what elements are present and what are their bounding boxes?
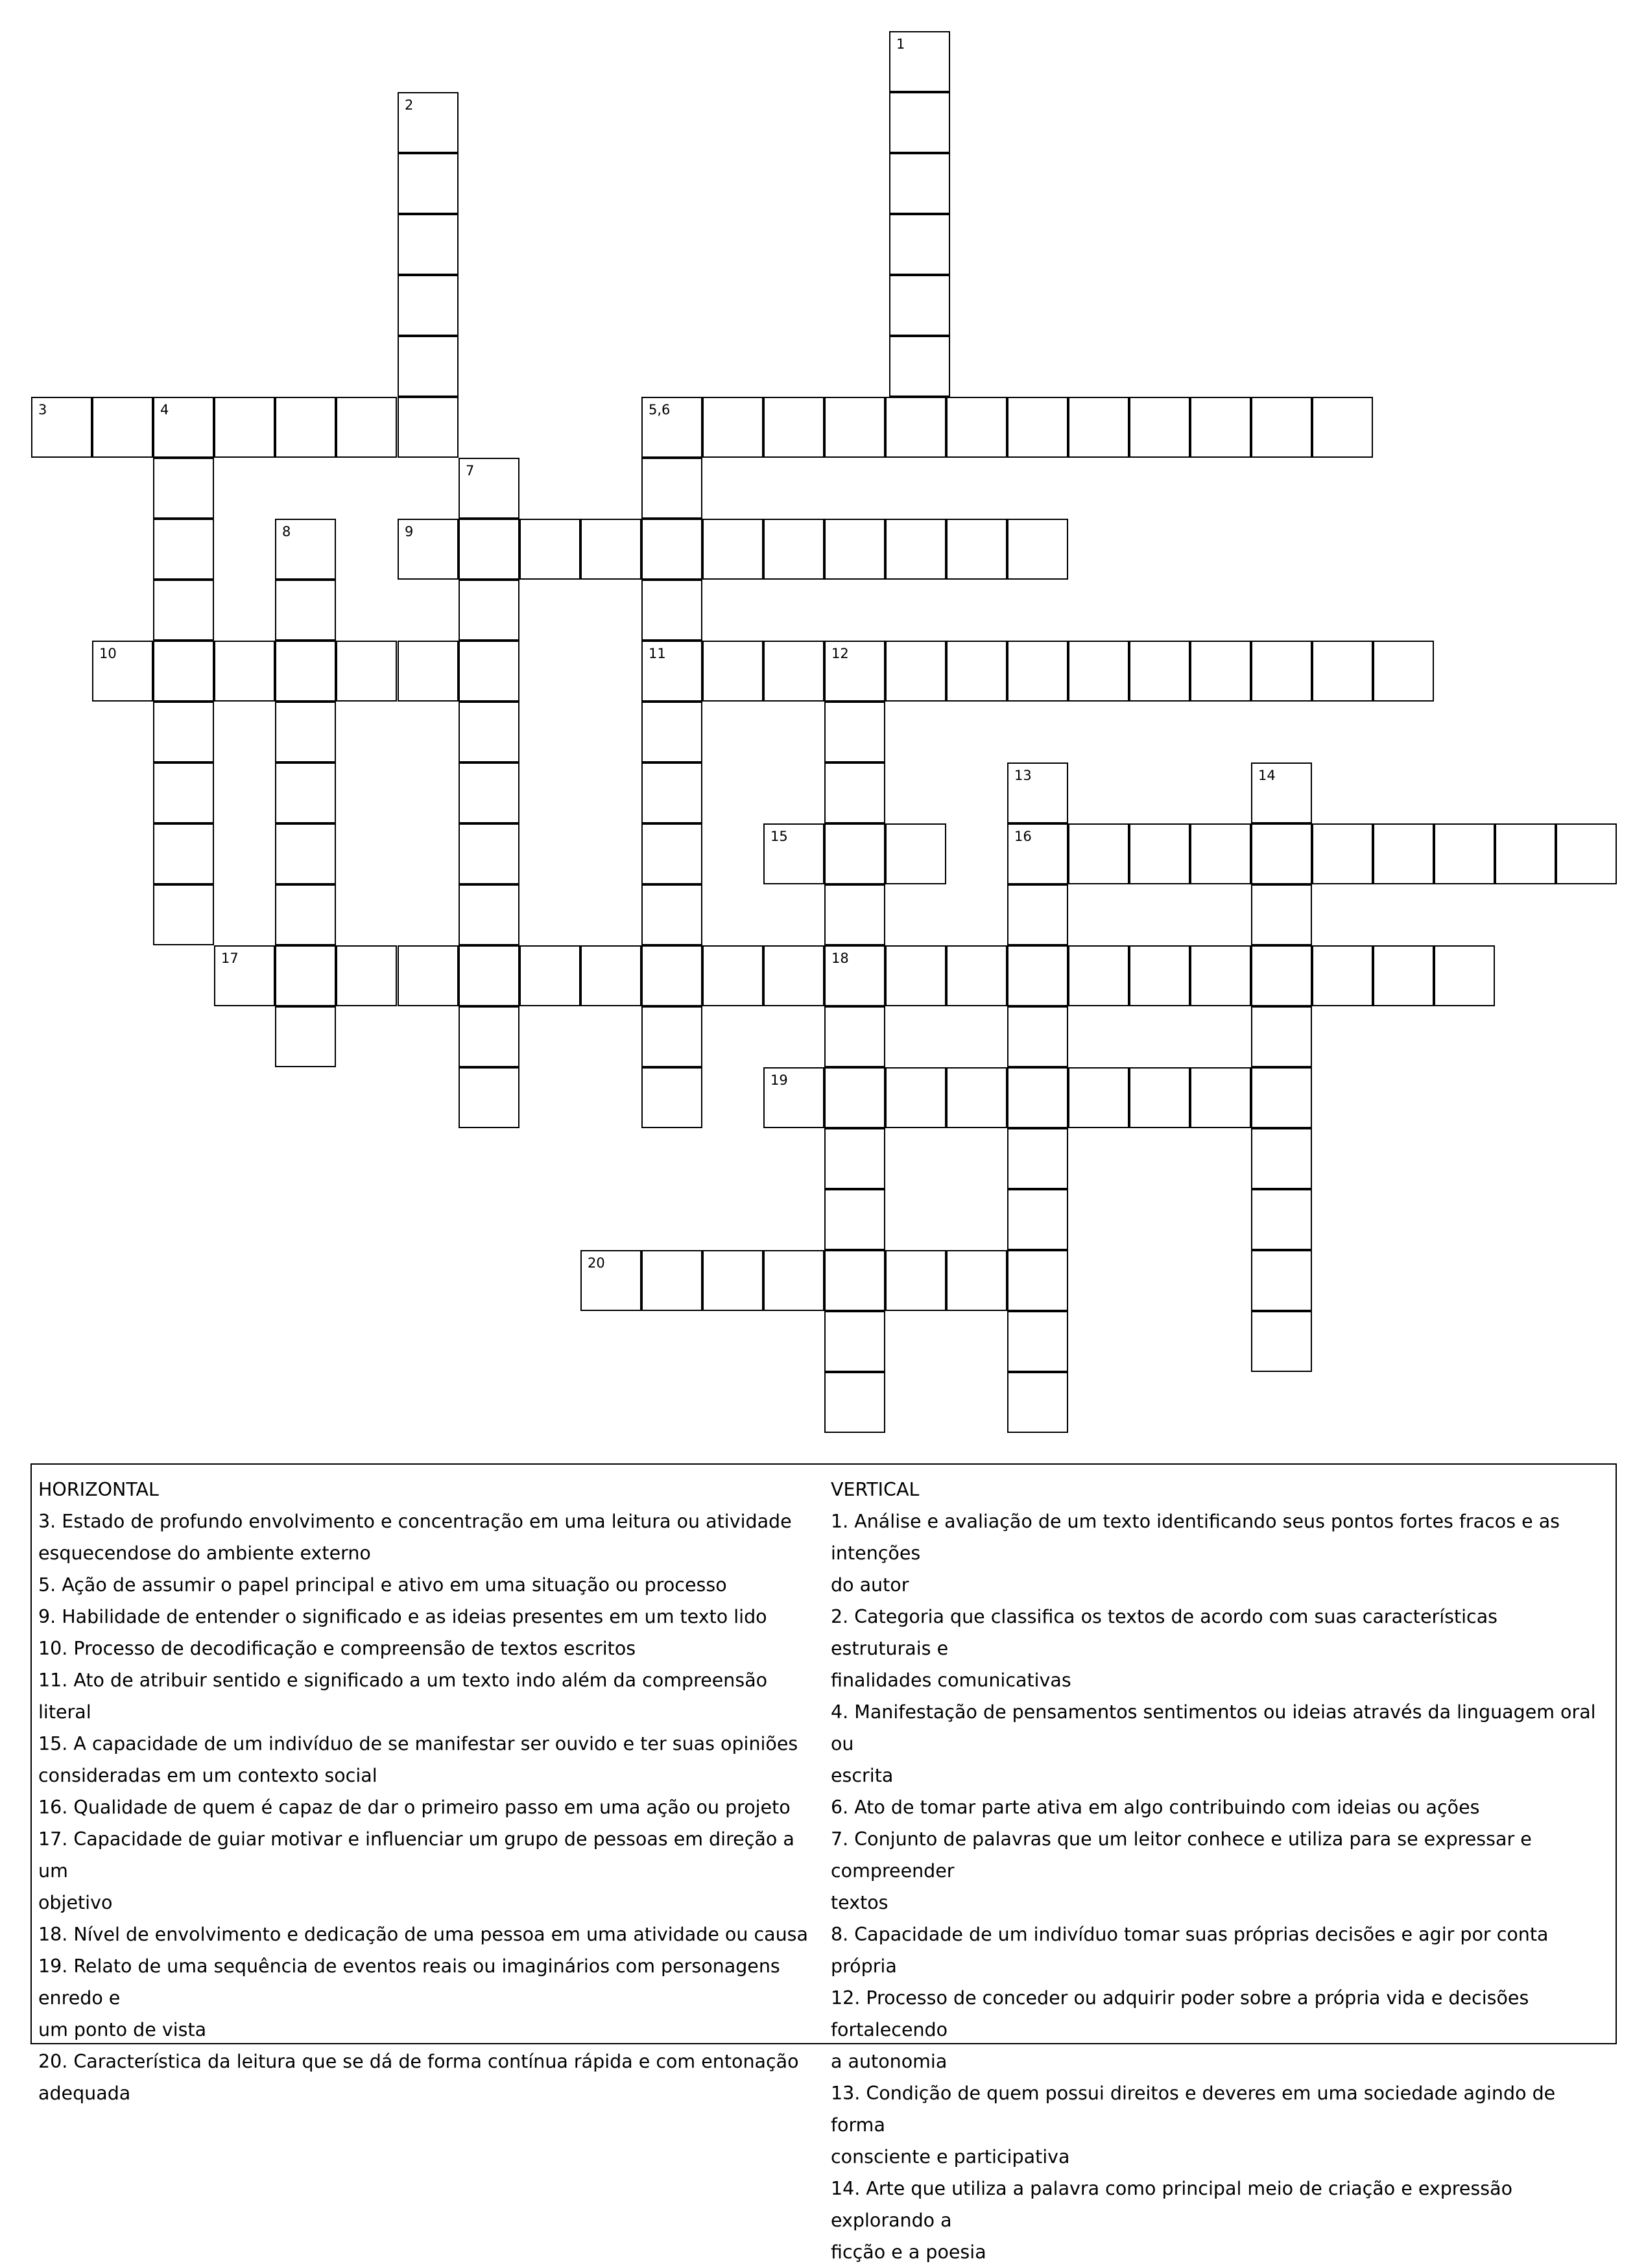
crossword-cell[interactable] [336,641,397,702]
crossword-cell[interactable] [763,945,824,1006]
clue-number: 19 [770,1072,788,1088]
crossword-cell[interactable] [459,519,519,580]
crossword-cell[interactable] [885,641,946,702]
crossword-cell[interactable] [519,519,580,580]
clue-number: 7 [466,463,475,478]
crossword-cell[interactable] [336,945,397,1006]
crossword-cell[interactable] [824,762,885,823]
clue-line: 12. Processo de conceder ou adquirir poder sobre a própria vida e decisões fortalecendo [831,1987,1529,2040]
crossword-cell[interactable] [153,762,214,823]
crossword-cell[interactable] [641,702,702,762]
crossword-cell[interactable] [1251,1189,1312,1250]
clues-box [30,1463,1617,2263]
crossword-cell[interactable] [1007,1311,1068,1372]
clue-line: 15. A capacidade de um indivíduo de se manifestar ser ouvido e ter suas opiniões [38,1733,798,1754]
crossword-cell[interactable] [1434,823,1495,884]
clue-number: 20 [588,1255,605,1271]
crossword-cell[interactable] [885,1067,946,1128]
clue-line: 14. Arte que utiliza a palavra como principal meio de criação e expressão explorando a [831,2178,1513,2231]
clue-number: 12 [831,646,849,661]
crossword-cell[interactable] [275,641,336,702]
crossword-cell[interactable] [1007,1006,1068,1067]
clue-line: 8. Capacidade de um indivíduo tomar suas próprias decisões e agir por conta própria [831,1924,1549,1977]
crossword-cell[interactable] [459,945,519,1006]
clue-line: textos [831,1892,889,1913]
crossword-cell[interactable] [1434,945,1495,1006]
clue-number: 10 [99,646,117,661]
crossword-cell[interactable] [1068,397,1129,458]
crossword-cell[interactable] [153,702,214,762]
crossword-cell[interactable] [641,580,702,641]
crossword-cell[interactable] [1129,397,1190,458]
crossword-cell[interactable] [459,823,519,884]
crossword-cell[interactable] [1312,397,1373,458]
crossword-cell[interactable] [763,519,824,580]
crossword-cell[interactable] [1251,1067,1312,1128]
vertical-clues-column [831,1474,1603,2268]
clue-line: 18. Nível de envolvimento e dedicação de uma pessoa em uma atividade ou causa [38,1924,808,1945]
crossword-cell[interactable] [153,884,214,945]
crossword-cell[interactable] [1251,1006,1312,1067]
crossword-cell[interactable] [824,519,885,580]
clue-line: 2. Categoria que classifica os textos de acordo com suas características estruturais e [831,1606,1498,1659]
crossword-cell[interactable] [885,397,946,458]
crossword-cell[interactable] [275,762,336,823]
crossword-cell[interactable] [641,458,702,519]
crossword-cell[interactable] [763,1250,824,1311]
crossword-cell[interactable] [824,1189,885,1250]
clue-line: 20. Característica da leitura que se dá de forma contínua rápida e com entonação [38,2051,799,2072]
crossword-cell[interactable] [398,397,459,458]
crossword-cell[interactable] [885,519,946,580]
crossword-cell[interactable] [398,336,459,397]
clue-line: finalidades comunicativas [831,1670,1071,1691]
crossword-cell[interactable] [398,945,459,1006]
clue-line: 4. Manifestação de pensamentos sentimentos ou ideias através da linguagem oral ou [831,1701,1596,1754]
crossword-cell[interactable] [889,275,950,336]
crossword-cell[interactable] [275,580,336,641]
crossword-cell[interactable] [824,1372,885,1433]
crossword-cell[interactable] [1190,1067,1251,1128]
crossword-cell[interactable] [1312,641,1373,702]
crossword-cell[interactable] [1312,945,1373,1006]
clue-line: 10. Processo de decodificação e compreensão de textos escritos [38,1638,636,1659]
crossword-cell[interactable] [1190,397,1251,458]
crossword-cell[interactable] [275,945,336,1006]
crossword-cell[interactable] [641,945,702,1006]
clue-number: 9 [405,524,414,539]
clue-line: 13. Condição de quem possui direitos e deveres em uma sociedade agindo de forma [831,2083,1556,2136]
crossword-cell[interactable] [1007,1128,1068,1189]
clue-number: 3 [38,402,47,418]
crossword-cell[interactable] [214,397,275,458]
crossword-cell[interactable] [885,1250,946,1311]
clue-line: um ponto de vista [38,2019,207,2040]
crossword-cell[interactable] [1251,1311,1312,1372]
clue-number: 18 [831,951,849,966]
crossword-cell[interactable] [275,397,336,458]
crossword-cell[interactable] [275,702,336,762]
horizontal-heading: HORIZONTAL [38,1479,159,1500]
crossword-cell[interactable] [1373,823,1434,884]
clue-line: 9. Habilidade de entender o significado e as ideias presentes em um texto lido [38,1606,767,1627]
crossword-cell[interactable] [702,519,763,580]
crossword-cell[interactable] [1251,945,1312,1006]
clue-line: esquecendose do ambiente externo [38,1542,371,1564]
crossword-cell[interactable] [889,92,950,153]
clue-line: ficção e a poesia [831,2241,986,2263]
crossword-cell[interactable] [824,1067,885,1128]
crossword-cell[interactable] [641,1250,702,1311]
clue-line: adequada [38,2083,131,2104]
crossword-cell[interactable] [641,519,702,580]
crossword-cell[interactable] [1007,1250,1068,1311]
crossword-cell[interactable] [1251,641,1312,702]
crossword-cell[interactable] [1068,1067,1129,1128]
crossword-cell[interactable] [641,1006,702,1067]
crossword-cell[interactable] [641,823,702,884]
clue-line: consideradas em um contexto social [38,1765,377,1786]
clue-number: 16 [1014,829,1032,844]
crossword-cell[interactable] [702,641,763,702]
clue-number: 1 [896,36,905,52]
crossword-cell[interactable] [946,397,1007,458]
crossword-cell[interactable] [1007,945,1068,1006]
crossword-cell[interactable] [153,519,214,580]
crossword-cell[interactable] [1068,823,1129,884]
crossword-cell[interactable] [889,336,950,397]
crossword-cell[interactable] [641,1067,702,1128]
crossword-cell[interactable] [1312,823,1373,884]
crossword-cell[interactable] [763,397,824,458]
crossword-cell[interactable] [1495,823,1556,884]
horizontal-clue-list [38,1506,817,2109]
clue-number: 2 [405,97,414,113]
clue-line: 6. Ato de tomar parte ativa em algo contribuindo com ideias ou ações [831,1797,1480,1818]
crossword-cell[interactable] [459,1006,519,1067]
crossword-cell[interactable] [946,641,1007,702]
crossword-cell[interactable] [153,641,214,702]
crossword-cell[interactable] [1556,823,1617,884]
crossword-cell[interactable] [459,580,519,641]
crossword-cell[interactable] [763,641,824,702]
crossword-cell[interactable] [459,702,519,762]
crossword-cell[interactable] [92,397,153,458]
crossword-cell[interactable] [824,397,885,458]
crossword-cell[interactable] [275,823,336,884]
crossword-cell[interactable] [214,641,275,702]
crossword-cell[interactable] [1251,1128,1312,1189]
crossword-cell[interactable] [824,702,885,762]
crossword-cell[interactable] [1007,884,1068,945]
crossword-cell[interactable] [702,945,763,1006]
clue-number: 17 [221,951,239,966]
crossword-cell[interactable] [889,214,950,275]
crossword-cell[interactable] [398,641,459,702]
crossword-cell[interactable] [1007,1067,1068,1128]
crossword-cell[interactable] [459,884,519,945]
crossword-cell[interactable] [1251,1250,1312,1311]
crossword-cell[interactable] [1007,641,1068,702]
crossword-cell[interactable] [702,397,763,458]
clue-line: 17. Capacidade de guiar motivar e influenciar um grupo de pessoas em direção a um [38,1828,794,1882]
crossword-cell[interactable] [946,1067,1007,1128]
crossword-cell[interactable] [1007,397,1068,458]
crossword-cell[interactable] [1129,823,1190,884]
crossword-cell[interactable] [1068,641,1129,702]
crossword-cell[interactable] [1251,823,1312,884]
crossword-cell[interactable] [1068,945,1129,1006]
crossword-cell[interactable] [1190,641,1251,702]
clue-number: 5,6 [649,402,671,418]
crossword-cell[interactable] [824,1006,885,1067]
clue-line: objetivo [38,1892,113,1913]
clue-number: 13 [1014,768,1032,783]
crossword-cell[interactable] [398,214,459,275]
crossword-cell[interactable] [885,823,946,884]
crossword-cell[interactable] [824,1311,885,1372]
crossword-cell[interactable] [946,1250,1007,1311]
crossword-cell[interactable] [275,884,336,945]
crossword-cell[interactable] [702,1250,763,1311]
clue-line: 1. Análise e avaliação de um texto identificando seus pontos fortes fracos e as intenções [831,1511,1560,1564]
crossword-cell[interactable] [519,945,580,1006]
crossword-cell[interactable] [153,823,214,884]
clue-line: 19. Relato de uma sequência de eventos reais ou imaginários com personagens enredo e [38,1955,780,2009]
crossword-cell[interactable] [1129,641,1190,702]
clue-line: 16. Qualidade de quem é capaz de dar o primeiro passo em uma ação ou projeto [38,1797,791,1818]
clue-line: do autor [831,1574,909,1596]
horizontal-clues-column [38,1474,817,2109]
crossword-cell[interactable] [1007,1189,1068,1250]
crossword-cell[interactable] [1251,397,1312,458]
crossword-cell[interactable] [336,397,397,458]
crossword-cell[interactable] [153,458,214,519]
crossword-cell[interactable] [641,884,702,945]
crossword-cell[interactable] [459,762,519,823]
crossword-cell[interactable] [1373,641,1434,702]
crossword-cell[interactable] [1007,1372,1068,1433]
crossword-cell[interactable] [889,153,950,214]
crossword-cell[interactable] [824,884,885,945]
crossword-cell[interactable] [153,580,214,641]
clue-line: 7. Conjunto de palavras que um leitor conhece e utiliza para se expressar e compreender [831,1828,1532,1882]
crossword-cell[interactable] [1190,823,1251,884]
crossword-cell[interactable] [824,1250,885,1311]
crossword-cell[interactable] [398,153,459,214]
clue-number: 11 [649,646,666,661]
crossword-cell[interactable] [946,519,1007,580]
crossword-cell[interactable] [641,762,702,823]
clue-line: 11. Ato de atribuir sentido e significado a um texto indo além da compreensão literal [38,1670,768,1723]
crossword-cell[interactable] [398,275,459,336]
crossword-cell[interactable] [946,945,1007,1006]
crossword-cell[interactable] [824,1128,885,1189]
crossword-cell[interactable] [1251,884,1312,945]
clue-line: escrita [831,1765,894,1786]
clue-number: 14 [1258,768,1276,783]
crossword-cell[interactable] [1373,945,1434,1006]
crossword-cell[interactable] [459,1067,519,1128]
crossword-cell[interactable] [1007,519,1068,580]
clue-number: 15 [770,829,788,844]
crossword-cell[interactable] [1129,945,1190,1006]
crossword-cell[interactable] [1190,945,1251,1006]
clue-number: 4 [160,402,169,418]
clue-line: 5. Ação de assumir o papel principal e ativo em uma situação ou processo [38,1574,727,1596]
clue-line: consciente e participativa [831,2146,1070,2168]
crossword-cell[interactable] [459,641,519,702]
crossword-cell[interactable] [1129,1067,1190,1128]
clue-line: a autonomia [831,2051,948,2072]
vertical-clue-list [831,1506,1603,2268]
clue-number: 8 [282,524,291,539]
crossword-cell[interactable] [580,945,641,1006]
crossword-cell[interactable] [885,945,946,1006]
vertical-heading: VERTICAL [831,1479,920,1500]
crossword-cell[interactable] [275,1006,336,1067]
crossword-cell[interactable] [824,823,885,884]
crossword-cell[interactable] [580,519,641,580]
clue-line: 3. Estado de profundo envolvimento e concentração em uma leitura ou atividade [38,1511,792,1532]
